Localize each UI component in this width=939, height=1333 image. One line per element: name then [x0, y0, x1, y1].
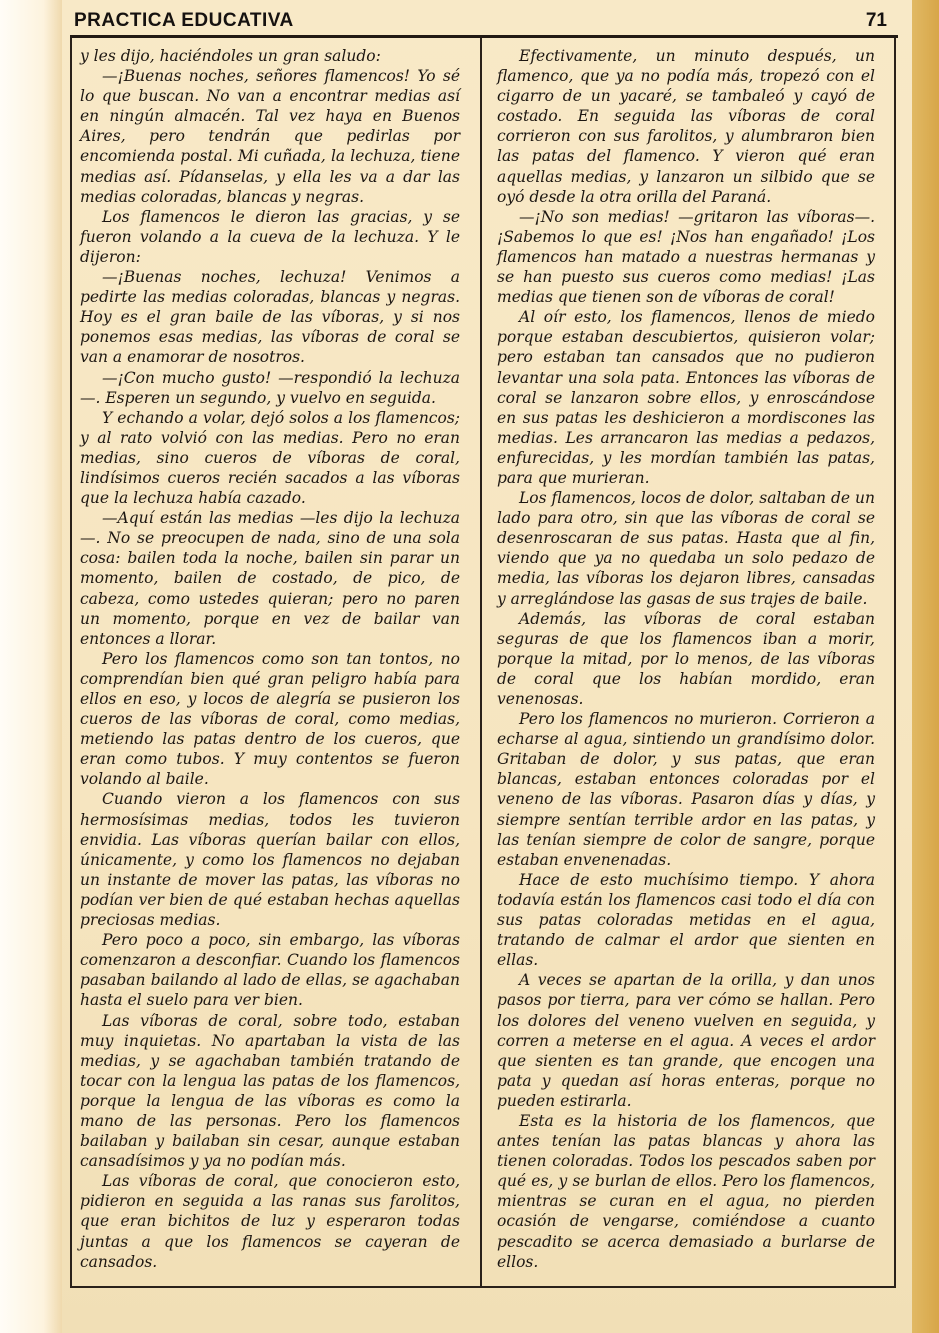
page-edge: [912, 0, 939, 1333]
paragraph: Los flamencos, locos de dolor, saltaban de un lado para otro, sin que las víboras de coral se desenroscaran de sus patas. Hasta que al fin, viendo que ya no quedaba un solo pedazo de media, las víboras los dejaron libres, cansadas y arreglándose las gasas de sus trajes de baile.: [497, 489, 875, 608]
paragraph: Efectivamente, un minuto después, un flamenco, que ya no podía más, tropezó con el cigarro de un yacaré, se tambaleó y cayó de costado. En seguida las víboras de coral corrieron con sus farolitos, y alumbraron bien las patas del flamenco. Y vieron qué eran aquellas medias, y lanzaron un silbido que se oyó desde la otra orilla del Paraná.: [497, 47, 875, 206]
paragraph: —¡Con mucho gusto! —respondió la lechuza—. Esperen un segundo, y vuelvo en seguida.: [80, 368, 460, 407]
paragraph: Pero poco a poco, sin embargo, las víboras comenzaron a desconfiar. Cuando los flamencos pasaban bailando al lado de ellas, se agachaban hasta el suelo para ver bien.: [80, 931, 460, 1010]
paragraph: Además, las víboras de coral estaban seguras de que los flamencos iban a morir, porque la mitad, por lo menos, de las víboras de coral que los habían mordido, eran venenosas.: [497, 609, 875, 708]
paragraph: A veces se apartan de la orilla, y dan unos pasos por tierra, para ver cómo se hallan. Pero los dolores del veneno vuelven en seguida, y corren a meterse en el agua. A veces el ardor que sienten es tan grande, que encogen una pata y quedan así horas enteras, porque no pueden estirarla.: [497, 971, 875, 1110]
paragraph: y les dijo, haciéndoles un gran saludo:: [80, 47, 381, 65]
paragraph: —¡Buenas noches, señores flamencos! Yo sé lo que buscan. No van a encontrar medias así en ningún almacén. Tal vez haya en Buenos Aires, pero tendrán que pedirlas por encomienda postal. Mi cuñada, la lechuza, tiene medias así. Pídanselas, y ella les va a dar las medias coloradas, blancas y negras.: [80, 67, 460, 206]
paragraph: —¡No son medias! —gritaron las víboras—. ¡Sabemos lo que es! ¡Nos han engañado! ¡Los flamencos han matado a nuestras hermanas y se han puesto sus cueros como medias! ¡Las medias que tienen son de víboras de coral!: [497, 207, 875, 307]
paragraph: Pero los flamencos no murieron. Corrieron a echarse al agua, sintiendo un grandísimo dolor. Gritaban de dolor, y sus patas, que eran blancas, estaban entonces coloradas por el veneno de las víboras. Pasaron días y días, y siempre sentían terrible ardor en las patas, y las tenían siempre de color de sangre, porque estaban envenenadas.: [497, 710, 875, 869]
right-column: [497, 46, 875, 1272]
paragraph: Las víboras de coral, sobre todo, estaban muy inquietas. No apartaban la vista de las medias, y se agachaban también tratando de tocar con la lengua las patas de los flamencos, porque la lengua de las víboras es como la mano de las personas. Pero los flamencos bailaban y bailaban sin cesar, aunque estaban cansadísimos y ya no podían más.: [80, 1011, 460, 1171]
paragraph: Las víboras de coral, que conocieron esto, pidieron en seguida a las ranas sus farolitos, que eran bichitos de luz y esperaron todas juntas a que los flamencos se cayeran de cansados.: [80, 1172, 460, 1271]
section-title: PRACTICA EDUCATIVA: [74, 10, 294, 31]
paragraph: —Aquí están las medias —les dijo la lechuza—. No se preocupen de nada, sino de una sola cosa: bailen toda la noche, bailen sin parar un momento, bailen de costado, de pico, de cabeza, como ustedes quieran; pero no paren un momento, porque en vez de bailar van entonces a llorar.: [80, 509, 460, 648]
left-column: [80, 46, 460, 1272]
column-divider: [480, 38, 482, 1288]
paragraph: Esta es la historia de los flamencos, que antes tenían las patas blancas y ahora las tienen coloradas. Todos los pescados saben por qué es, y se burlan de ellos. Pero los flamencos, mientras se curan en el agua, no pierden ocasión de vengarse, comiéndose a cuanto pescadito se acerca demasiado a burlarse de ellos.: [497, 1111, 875, 1271]
paragraph: Hace de esto muchísimo tiempo. Y ahora todavía están los flamencos casi todo el día con sus patas coloradas metidas en el agua, tratando de calmar el ardor que sienten en ellas.: [497, 870, 875, 970]
page-number: 71: [865, 10, 887, 31]
page-gutter: [0, 0, 62, 1333]
paragraph: Al oír esto, los flamencos, llenos de miedo porque estaban descubiertos, quisieron volar; pero estaban tan cansados que no pudieron levantar una sola pata. Entonces las víboras de coral se lanzaron sobre ellos, y enroscándose en sus patas les deshicieron a mordiscones las medias. Les arrancaron las medias a pedazos, enfurecidas, y les mordían también las patas, para que murieran.: [497, 308, 875, 487]
paragraph: Y echando a volar, dejó solos a los flamencos; y al rato volvió con las medias. Pero no eran medias, sino cueros de víboras de coral, lindísimos cueros recién sacados a las víboras que la lechuza había cazado.: [80, 408, 460, 508]
paragraph: Pero los flamencos como son tan tontos, no comprendían bien qué gran peligro había para ellos en eso, y locos de alegría se pusieron los cueros de las víboras de coral, como medias, metiendo las patas dentro de los cueros, que eran como tubos. Y muy contentos se fueron volando al baile.: [80, 649, 460, 789]
paragraph: Los flamencos le dieron las gracias, y se fueron volando a la cueva de la lechuza. Y le dijeron:: [80, 207, 460, 266]
page-header: [70, 8, 895, 36]
paragraph: Cuando vieron a los flamencos con sus hermosísimas medias, todos les tuvieron envidia. Las víboras querían bailar con ellos, únicamente, y como los flamencos no dejaban un instante de mover las patas, las víboras no podían ver bien de qué estaban hechas aquellas preciosas medias.: [80, 790, 460, 930]
paragraph: —¡Buenas noches, lechuza! Venimos a pedirte las medias coloradas, blancas y negras. Hoy es el gran baile de las víboras, y si nos ponemos esas medias, las víboras de coral se van a enamorar de nosotros.: [80, 268, 460, 367]
